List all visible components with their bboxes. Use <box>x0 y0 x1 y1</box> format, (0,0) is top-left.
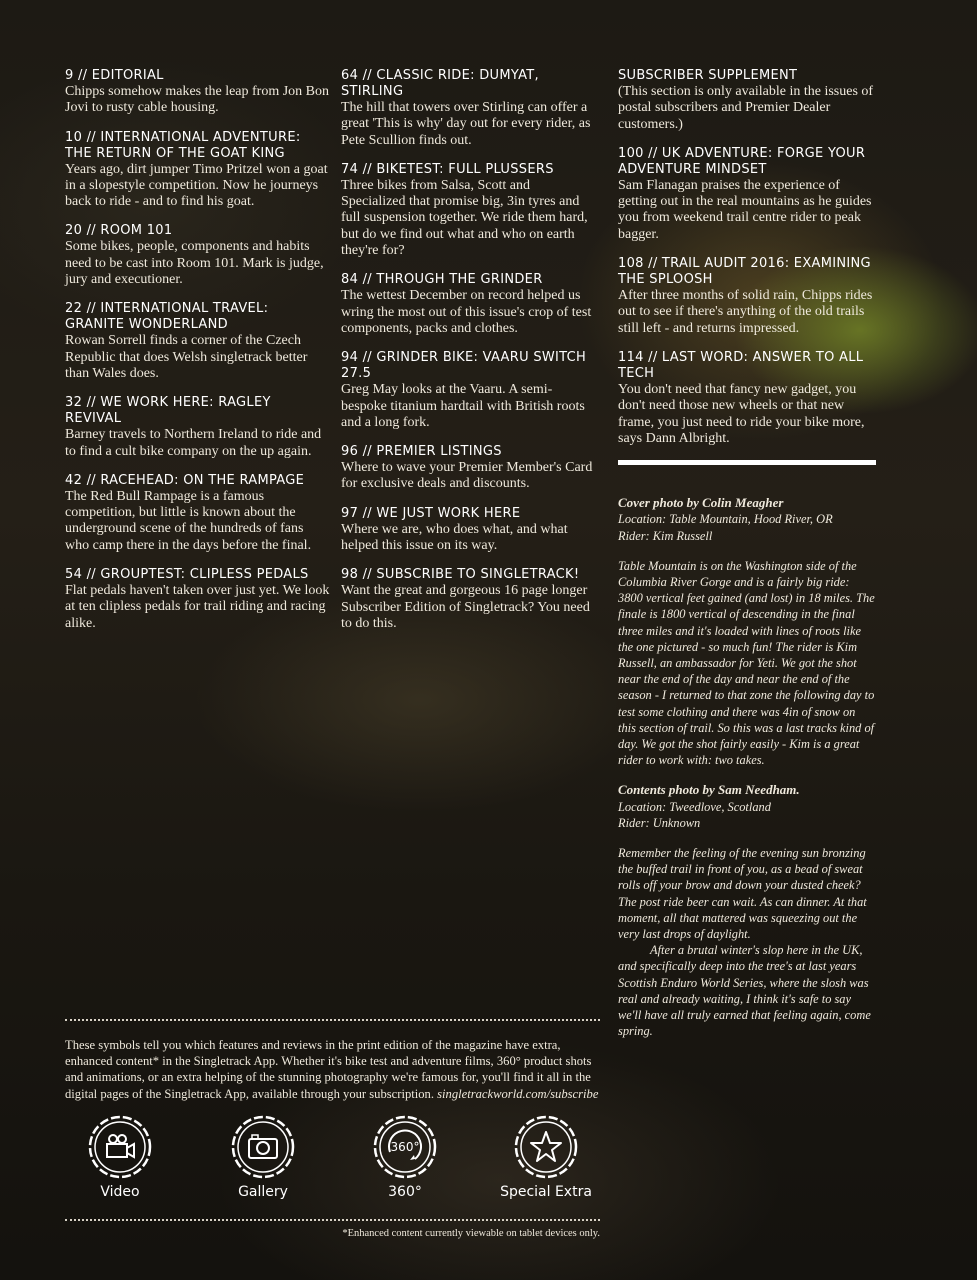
icon-label: Video <box>100 1184 140 1200</box>
subscribe-link[interactable]: singletrackworld.com/subscribe <box>437 1086 599 1101</box>
entry-heading: 10 // INTERNATIONAL ADVENTURE: THE RETURN OF THE GOAT KING <box>65 129 301 161</box>
entry-text: Where we are, who does what, and what helped this issue on its way. <box>341 521 568 554</box>
360-icon <box>370 1112 440 1182</box>
toc-entry[interactable] <box>65 68 330 117</box>
entry-text: Three bikes from Salsa, Scott and Specialized that promise big, 3in tyres and full suspension together. We ride them hard, but do we find out what and who on earth they're for? <box>341 177 588 259</box>
entry-text: Chipps somehow makes the leap from Jon Bon Jovi to rusty cable housing. <box>65 84 330 116</box>
entry-heading: 22 // INTERNATIONAL TRAVEL: GRANITE WONDERLAND <box>65 301 269 333</box>
camera-icon <box>228 1112 298 1182</box>
entry-heading: 64 // CLASSIC RIDE: DUMYAT, STIRLING <box>341 68 539 99</box>
contents-photo-location: Location: Tweedlove, Scotland <box>618 799 771 814</box>
entry-text: Want the great and gorgeous 16 page longer Subscriber Edition of Singletrack? You need to do this. <box>341 583 590 631</box>
toc-entry[interactable] <box>65 223 330 288</box>
entry-text: (This section is only available in the issues of postal subscribers and Premier Dealer customers.) <box>618 84 874 132</box>
cover-photo-title: Cover photo by Colin Meagher <box>618 495 784 511</box>
entry-text: The Red Bull Rampage is a famous competition, but little is known about the underground scene of the hundreds of fans who camp there in the days before the final. <box>65 488 312 553</box>
svg-text:360°: 360° <box>390 1140 420 1154</box>
entry-heading: 96 // PREMIER LISTINGS <box>341 444 502 460</box>
cover-photo-description-block <box>618 558 876 769</box>
contents-photo-rider: Rider: Unknown <box>618 815 701 830</box>
video-badge <box>65 1112 175 1200</box>
entry-heading: 9 // EDITORIAL <box>65 68 164 83</box>
toc-entry[interactable] <box>65 130 330 211</box>
toc-entry[interactable] <box>618 146 876 243</box>
entry-text: Some bikes, people, components and habits need to be cast into Room 101. Mark is judge, jury and executioner. <box>65 239 324 288</box>
360-badge <box>350 1112 460 1200</box>
contents-column-3 <box>618 68 876 1053</box>
entry-text: Flat pedals haven't taken over just yet. We look at ten clipless pedals for trail riding and racing alike. <box>65 583 330 631</box>
toc-entry[interactable] <box>341 162 596 259</box>
icon-label: 360° <box>388 1184 422 1200</box>
cover-photo-credit <box>618 495 876 544</box>
enhanced-icons-row <box>65 1112 605 1212</box>
entry-heading: 84 // THROUGH THE GRINDER <box>341 272 543 288</box>
entry-text: You don't need that fancy new gadget, you don't need those new wheels or that new frame, you just need to ride your bike more, says Dann Albright. <box>618 381 865 446</box>
toc-entry[interactable] <box>65 473 330 554</box>
entry-text: Sam Flanagan praises the experience of getting out in the real mountains as he guides you from weekend trail centre rider to peak bagger. <box>618 177 872 242</box>
icon-label: Special Extra <box>500 1184 592 1200</box>
toc-entry[interactable] <box>618 256 876 337</box>
cover-photo-description: Table Mountain is on the Washington side of the Columbia River Gorge and is a fairly big ride: 3800 vertical feet gained (and lost) in 18 miles. The finale is 1800 vertical of descending in the final three miles and it's loaded with lines of roots like the one pictured - so much fun! The rider is Kim Russell, an ambassador for Yeti. We got the shot near the end of the day and near the end of the season - I returned to that zone the following day to test some clothing and there was 4in of snow on this section of trail. So this was a last tracks kind of day. We got the shot fairly easily - Kim is a great rider to work with: two takes. <box>618 558 875 768</box>
section-divider <box>618 460 876 465</box>
special-extra-badge <box>491 1112 601 1200</box>
entry-text: The hill that towers over Stirling can offer a great 'This is why' day out for every rider, as Pete Scullion finds out. <box>341 100 591 148</box>
entry-text: The wettest December on record helped us wring the most out of this issue's crop of test components, packs and clothes. <box>341 288 592 336</box>
toc-entry[interactable] <box>341 272 596 337</box>
dotted-divider <box>65 1219 600 1221</box>
contents-photo-credit <box>618 782 876 831</box>
toc-entry[interactable] <box>65 301 330 382</box>
contents-photo-paragraph: Remember the feeling of the evening sun bronzing the buffed trail in front of you, as a bead of sweat rolls off your brow and down your dusted cheek? The post ride beer can wait. As can dinner. At that moment, all that mattered was squeezing out the very last drops of daylight. <box>618 846 867 942</box>
entry-text: Years ago, dirt jumper Timo Pritzel won a goat in a slopestyle competition. Now he journeys back to ride - and to find his goat. <box>65 161 328 210</box>
cover-photo-location: Location: Table Mountain, Hood River, OR <box>618 512 833 527</box>
icon-label: Gallery <box>238 1184 288 1200</box>
toc-entry[interactable] <box>341 444 596 493</box>
toc-entry[interactable] <box>341 567 596 632</box>
entry-heading: 114 // LAST WORD: ANSWER TO ALL TECH <box>618 349 864 381</box>
contents-photo-description-block <box>618 845 876 1039</box>
entry-heading: 20 // ROOM 101 <box>65 223 173 239</box>
entry-text: Barney travels to Northern Ireland to ride and to find a cult bike company on the up again. <box>65 427 322 459</box>
entry-text: Rowan Sorrell finds a corner of the Czech Republic that does Welsh singletrack better than Wales does. <box>65 333 308 381</box>
toc-entry[interactable] <box>65 567 330 632</box>
footnote: *Enhanced content currently viewable on tablet devices only. <box>342 1228 600 1239</box>
toc-entry[interactable] <box>341 68 596 149</box>
entry-heading: 108 // TRAIL AUDIT 2016: EXAMINING THE SPLOOSH <box>618 256 871 288</box>
enhanced-content-text: These symbols tell you which features and reviews in the print edition of the magazine have extra, enhanced content* in the Singletrack App. Whether it's bike test and adventure films, 360° product shots and animations, or an extra helping of the stunning photography we're famous for, you'll find it all in the digital pages of the Singletrack App, available through your subscription. <box>65 1038 592 1101</box>
enhanced-content-note <box>65 1037 605 1102</box>
entry-heading: 32 // WE WORK HERE: RAGLEY REVIVAL <box>65 395 271 427</box>
entry-heading: 98 // SUBSCRIBE TO SINGLETRACK! <box>341 567 580 583</box>
cover-photo-rider: Rider: Kim Russell <box>618 528 713 543</box>
gallery-badge <box>208 1112 318 1200</box>
entry-text: Where to wave your Premier Member's Card for exclusive deals and discounts. <box>341 460 593 492</box>
contents-photo-paragraph: After a brutal winter's slop here in the UK, and specifically deep into the tree's at last years Scottish Enduro World Series, where the slosh was real and already waiting, I think it's safe to say we'll have all truly earned that feeling again, come spring. <box>618 943 871 1039</box>
toc-entry[interactable] <box>341 350 596 431</box>
toc-entry <box>618 68 876 133</box>
toc-entry[interactable] <box>341 506 596 555</box>
entry-heading: 97 // WE JUST WORK HERE <box>341 505 521 521</box>
entry-heading: SUBSCRIBER SUPPLEMENT <box>618 68 798 83</box>
entry-heading: 94 // GRINDER BIKE: VAARU SWITCH 27.5 <box>341 350 587 382</box>
entry-heading: 54 // GROUPTEST: CLIPLESS PEDALS <box>65 567 309 583</box>
entry-text: After three months of solid rain, Chipps rides out to see if there's anything of the old trails still left - and returns impressed. <box>618 288 873 336</box>
star-icon <box>511 1112 581 1182</box>
video-camera-icon <box>85 1112 155 1182</box>
toc-entry[interactable] <box>618 350 876 447</box>
entry-heading: 100 // UK ADVENTURE: FORGE YOUR ADVENTURE MINDSET <box>618 145 866 177</box>
contents-photo-title: Contents photo by Sam Needham. <box>618 782 800 798</box>
toc-entry[interactable] <box>65 395 330 460</box>
dotted-divider <box>65 1019 600 1021</box>
entry-text: Greg May looks at the Vaaru. A semi-bespoke titanium hardtail with British roots and a long fork. <box>341 382 585 430</box>
contents-column-1 <box>65 68 330 645</box>
entry-heading: 42 // RACEHEAD: ON THE RAMPAGE <box>65 472 305 488</box>
contents-column-2 <box>341 68 596 645</box>
entry-heading: 74 // BIKETEST: FULL PLUSSERS <box>341 161 554 177</box>
